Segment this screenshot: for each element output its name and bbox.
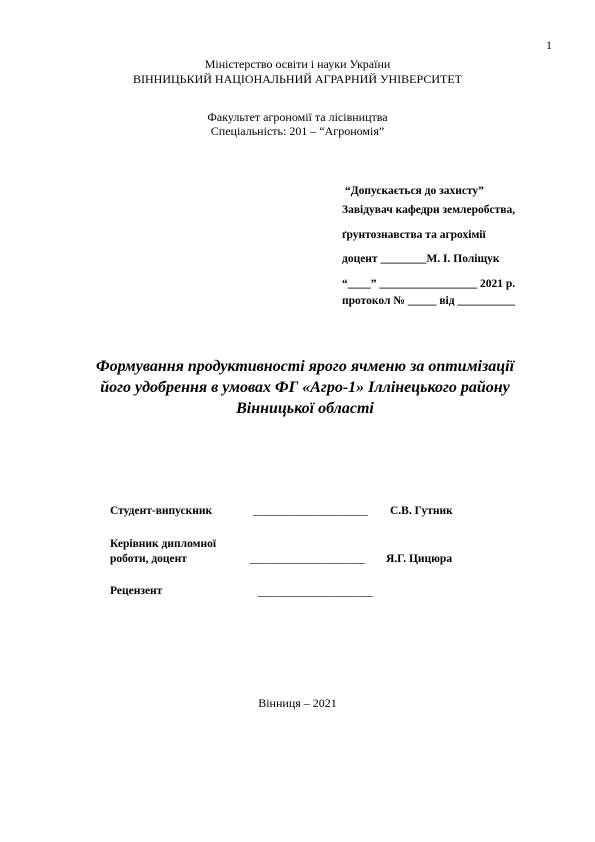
thesis-title: Формування продуктивності ярого ячменю за оптимізації його удобрення в умовах ФГ «Агро-1» Іллінецького району Вінницької області: [95, 358, 515, 417]
university-name: ВІННИЦЬКИЙ НАЦІОНАЛЬНИЙ АГРАРНИЙ УНІВЕРСИТЕТ: [133, 72, 462, 86]
footer-city-year: Вінниця – 2021: [258, 696, 337, 710]
student-signature-line: ____________________: [253, 505, 368, 517]
page-number: 1: [546, 38, 552, 52]
approval-docent-line: доцент ________М. І. Поліщук: [342, 253, 500, 265]
specialty-name: Спеціальність: 201 – “Агрономія”: [210, 124, 385, 138]
supervisor-label-line2: роботи, доцент: [110, 553, 187, 565]
supervisor-signature-line: ____________________: [250, 553, 365, 565]
reviewer-label: Рецензент: [110, 585, 163, 597]
approval-title: “Допускається до захисту”: [345, 185, 484, 197]
student-name: С.В. Гутник: [390, 505, 453, 517]
supervisor-name: Я.Г. Цицюра: [386, 553, 453, 565]
supervisor-label-line1: Керівник дипломної: [110, 538, 217, 550]
faculty-name: Факультет агрономії та лісівництва: [207, 110, 388, 124]
approval-protocol-line: протокол № _____ від __________: [342, 295, 515, 307]
approval-head-line1: Завідувач кафедри землеробства,: [342, 204, 516, 216]
approval-head-line2: ґрунтознавства та агрохімії: [342, 229, 486, 241]
reviewer-signature-line: ____________________: [258, 586, 373, 598]
ministry-name: Міністерство освіти і науки України: [204, 57, 391, 71]
approval-date-line: “____” _________________ 2021 р.: [342, 278, 516, 290]
student-label: Студент-випускник: [110, 505, 213, 517]
